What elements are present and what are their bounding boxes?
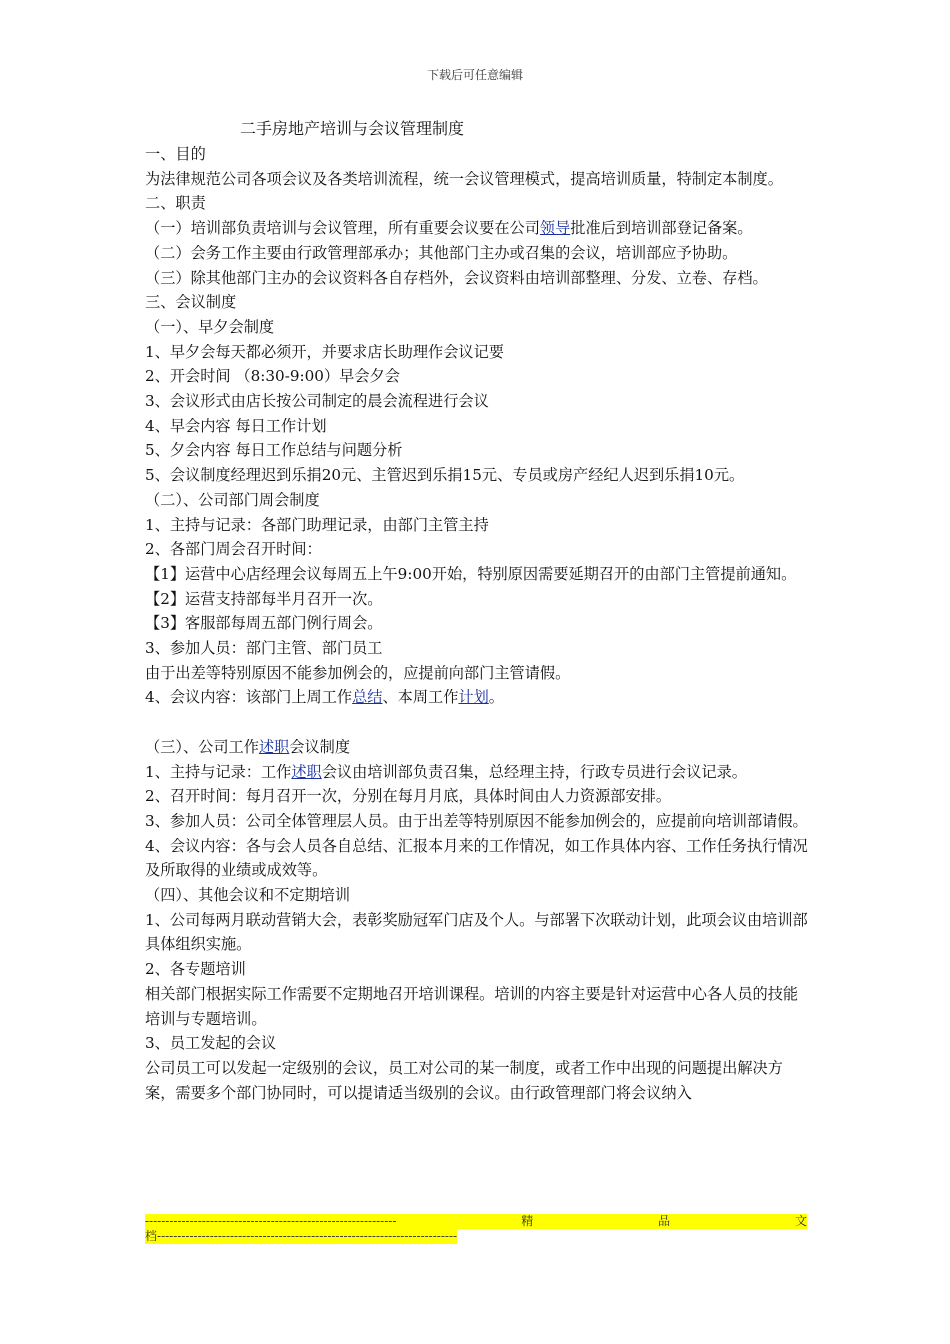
list-item: 5、夕会内容 每日工作总结与问题分析 bbox=[145, 441, 403, 460]
list-item: 2、各部门周会召开时间： bbox=[145, 540, 322, 559]
document-title: 二手房地产培训与会议管理制度 bbox=[240, 119, 465, 138]
section-heading: 一、目的 bbox=[145, 145, 206, 163]
footer-char: 档 bbox=[145, 1229, 158, 1243]
paragraph: 公司员工可以发起一定级别的会议，员工对公司的某一制度，或者工作中出现的问题提出解决方案，需要多个部门协同时，可以提请适当级别的会议。由行政管理部门将会议纳入 bbox=[145, 1059, 783, 1102]
text-span: 4、会议内容：该部门上周工作 bbox=[145, 688, 353, 707]
paragraph: 相关部门根据实际工作需要不定期地召开培训课程。培训的内容主要是针对运营中心各人员的技能培训与专题培训。 bbox=[145, 984, 799, 1028]
footer-char: 品 bbox=[658, 1214, 671, 1228]
paragraph: （二）会务工作主要由行政管理部承办；其他部门主办或召集的会议，培训部应予协助。 bbox=[145, 243, 738, 262]
text-span: （一）培训部负责培训与会议管理，所有重要会议要在公司 bbox=[145, 219, 540, 238]
text-span: 会议由培训部负责召集，总经理主持，行政专员进行会议记录。 bbox=[321, 762, 747, 781]
list-item: 4、会议内容：各与会人员各自总结、汇报本月来的工作情况，如工作具体内容、工作任务执行情况及所取得的业绩或成效等。 bbox=[145, 836, 808, 880]
paragraph bbox=[145, 216, 810, 241]
subsection-heading: （二）、公司部门周会制度 bbox=[145, 490, 320, 509]
text-span: 批准后到培训部登记备案。 bbox=[570, 219, 753, 238]
list-item: 2、各专题培训 bbox=[145, 960, 246, 979]
text-span: 会议制度 bbox=[289, 737, 351, 756]
list-item: 2、召开时间：每月召开一次，分别在每月月底，具体时间由人力资源部安排。 bbox=[145, 787, 672, 806]
link-report[interactable]: 述职 bbox=[291, 762, 322, 781]
link-leader[interactable]: 领导 bbox=[539, 219, 571, 238]
header-note: 下载后可任意编辑 bbox=[426, 68, 523, 82]
list-item: 3、会议形式由店长按公司制定的晨会流程进行会议 bbox=[145, 392, 489, 411]
list-item bbox=[145, 685, 810, 710]
list-item: 【2】运营支持部每半月召开一次。 bbox=[145, 589, 383, 608]
paragraph: 为法律规范公司各项会议及各类培训流程，统一会议管理模式，提高培训质量，特制定本制度。 bbox=[145, 169, 783, 188]
subsection-heading bbox=[145, 735, 810, 760]
section-heading: 三、会议制度 bbox=[145, 293, 237, 312]
footer-dashes: -------------------------------------------------------------------------- bbox=[157, 1229, 458, 1243]
list-item: 1、早夕会每天都必须开，并要求店长助理作会议记要 bbox=[145, 342, 504, 361]
list-item: 1、主持与记录：各部门助理记录，由部门主管主持 bbox=[145, 515, 489, 534]
text-span: 。 bbox=[488, 688, 504, 707]
link-report[interactable]: 述职 bbox=[258, 737, 290, 756]
blank-line bbox=[145, 710, 810, 735]
footer-watermark-bar bbox=[145, 1214, 807, 1248]
list-item: 3、员工发起的会议 bbox=[145, 1034, 277, 1053]
text-span: 、本周工作 bbox=[382, 688, 459, 707]
list-item bbox=[145, 760, 810, 785]
list-item: 1、公司每两月联动营销大会，表彰奖励冠军门店及个人。与部署下次联动计划，此项会议由培训部具体组织实施。 bbox=[145, 910, 808, 954]
list-item: 3、参加人员：部门主管、部门员工 bbox=[145, 639, 383, 658]
text-span: （三）、公司工作 bbox=[145, 737, 259, 756]
subsection-heading: （四）、其他会议和不定期培训 bbox=[145, 886, 351, 905]
section-heading: 二、职责 bbox=[145, 194, 206, 213]
list-item: 5、会议制度经理迟到乐捐20元、主管迟到乐捐15元、专员或房产经纪人迟到乐捐10元。 bbox=[145, 466, 745, 485]
subsection-heading: （一）、早夕会制度 bbox=[145, 317, 275, 336]
paragraph: （三）除其他部门主办的会议资料各自存档外，会议资料由培训部整理、分发、立卷、存档。 bbox=[145, 268, 768, 287]
footer-char: 精 bbox=[521, 1214, 534, 1228]
list-item: 3、参加人员：公司全体管理层人员。由于出差等特别原因不能参加例会的，应提前向培训部请假。 bbox=[145, 811, 808, 830]
footer-row bbox=[145, 1214, 807, 1229]
text-span: 1、主持与记录：工作 bbox=[145, 762, 292, 781]
paragraph: 由于出差等特别原因不能参加例会的，应提前向部门主管请假。 bbox=[145, 663, 571, 682]
footer-row bbox=[145, 1229, 457, 1244]
document-body bbox=[145, 142, 810, 1105]
list-item: 4、早会内容 每日工作计划 bbox=[145, 416, 327, 435]
footer-char: 文 bbox=[794, 1214, 807, 1228]
list-item: 【1】运营中心店经理会议每周五上午9:00开始，特别原因需要延期召开的由部门主管提前通知。 bbox=[145, 564, 797, 583]
link-plan[interactable]: 计划 bbox=[458, 688, 489, 707]
list-item: 【3】客服部每周五部门例行周会。 bbox=[145, 614, 383, 633]
footer-dashes: -------------------------------------------------------------- bbox=[145, 1214, 397, 1228]
list-item: 2、开会时间 （8:30-9:00）早会夕会 bbox=[145, 367, 400, 386]
link-summary[interactable]: 总结 bbox=[352, 688, 383, 707]
